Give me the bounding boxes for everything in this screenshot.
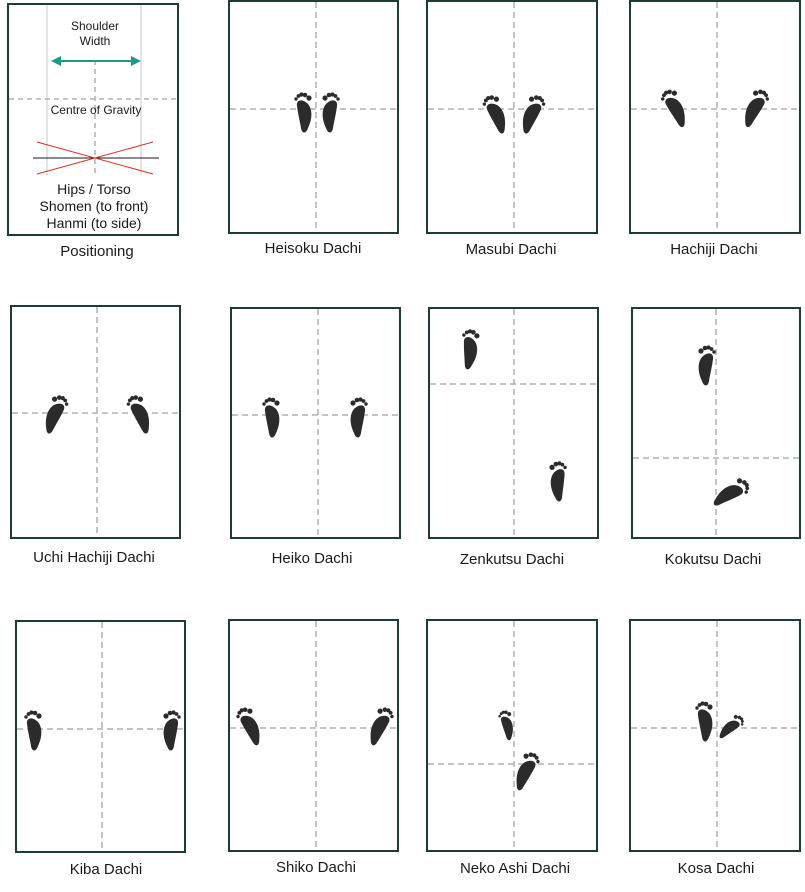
positioning-caption: Positioning [60,243,134,260]
footprint-icon [350,696,410,756]
footprint-icon [645,78,705,138]
centre-of-gravity-label: Centre of Gravity [50,103,142,117]
stance-caption-kiba: Kiba Dachi [69,861,143,878]
stance-caption-uchi-hachiji: Uchi Hachiji Dachi [33,549,155,566]
footprint-icon [701,463,761,523]
stance-caption-kokutsu: Kokutsu Dachi [664,551,762,568]
stance-caption-kosa: Kosa Dachi [677,860,755,877]
footprint-icon [725,78,785,138]
hanmi-label: Hanmi (to side) [46,215,142,231]
footprint-icon [4,700,64,760]
footprint-icon [220,696,280,756]
footprint-icon [141,700,201,760]
footprint-icon [328,387,388,447]
legend-panel [7,3,179,236]
stance-panel-shiko [228,619,399,852]
stance-panel-heiko [230,307,401,539]
stance-caption-neko-ashi: Neko Ashi Dachi [459,860,571,877]
stance-panel-kiba [15,620,186,853]
stance-panel-kokutsu [631,307,801,539]
stance-panel-hachiji [629,0,801,234]
stance-caption-heisoku: Heisoku Dachi [264,240,362,257]
footprint-icon [528,451,588,511]
stance-panel-heisoku [228,0,399,234]
footprint-icon [496,741,556,801]
stance-panel-masubi [426,0,598,234]
stance-panel-uchi-hachiji [10,305,181,539]
footprint-icon [25,384,85,444]
footprint-icon [701,697,761,757]
stance-caption-shiko: Shiko Dachi [275,859,357,876]
footprint-icon [242,387,302,447]
stance-caption-hachiji: Hachiji Dachi [670,241,758,258]
stance-panel-kosa [629,619,801,852]
stance-panel-zenkutsu [428,307,599,539]
double-arrow-icon [51,56,141,66]
footprint-icon [110,384,170,444]
stance-panel-neko-ashi [426,619,598,852]
footprint-icon [502,84,562,144]
stance-caption-heiko: Heiko Dachi [271,550,353,567]
stance-caption-masubi: Masubi Dachi [465,241,557,258]
shomen-label: Shomen (to front) [39,198,149,214]
footprint-icon [440,319,500,379]
stance-caption-zenkutsu: Zenkutsu Dachi [459,551,565,568]
hips-torso-label: Hips / Torso [57,181,131,197]
footprint-icon [300,82,360,142]
shoulder-width-label: Shoulder Width [70,19,120,48]
footprint-icon [676,335,736,395]
